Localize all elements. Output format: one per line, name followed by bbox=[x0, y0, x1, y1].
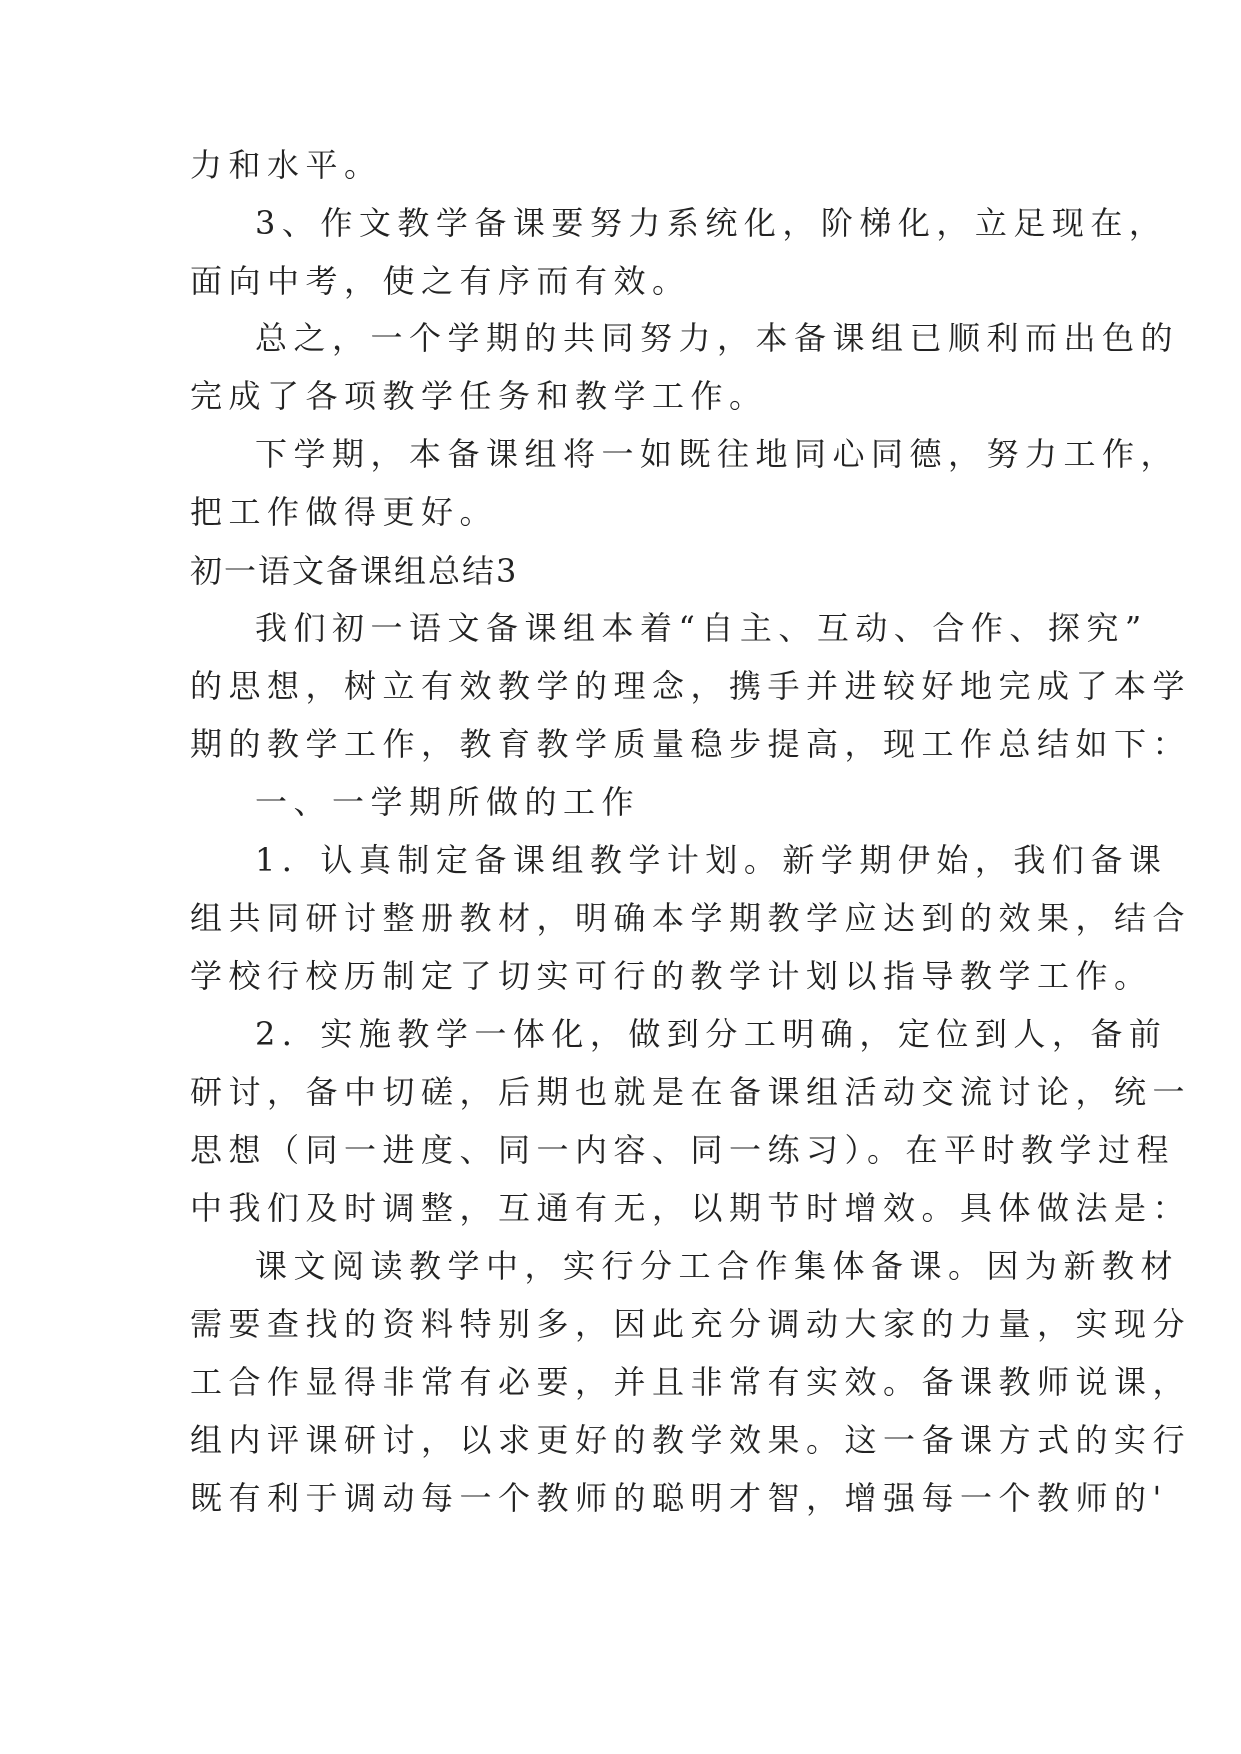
subheading-line: 一、一学期所做的工作 bbox=[255, 783, 641, 821]
paragraph-line: 课文阅读教学中，实行分工合作集体备课。因为新教材 bbox=[255, 1247, 1180, 1285]
text-line: 研讨，备中切磋，后期也就是在备课组活动交流讨论，统一 bbox=[190, 1073, 1192, 1111]
text-line: 思想（同一进度、同一内容、同一练习）。在平时教学过程 bbox=[190, 1131, 1176, 1169]
paragraph-line: 下学期，本备课组将一如既往地同心同德，努力工作， bbox=[255, 435, 1180, 473]
text-line: 学校行校历制定了切实可行的教学计划以指导教学工作。 bbox=[190, 957, 1153, 995]
paragraph-line: 1．认真制定备课组教学计划。新学期伊始，我们备课 bbox=[255, 841, 1168, 879]
text-line: 面向中考，使之有序而有效。 bbox=[190, 262, 691, 300]
paragraph-line: 我们初一语文备课组本着“自主、互动、合作、探究” bbox=[255, 609, 1148, 647]
text-line: 工合作显得非常有必要，并且非常有实效。备课教师说课， bbox=[190, 1363, 1192, 1401]
section-heading: 初一语文备课组总结3 bbox=[190, 552, 519, 590]
text-line: 力和水平。 bbox=[190, 146, 383, 184]
text-line: 组内评课研讨，以求更好的教学效果。这一备课方式的实行 bbox=[190, 1421, 1192, 1459]
paragraph-line: 总之，一个学期的共同努力，本备课组已顺利而出色的 bbox=[255, 319, 1180, 357]
text-line: 既有利于调动每一个教师的聪明才智，增强每一个教师的' bbox=[190, 1479, 1168, 1517]
text-line: 中我们及时调整，互通有无，以期节时增效。具体做法是： bbox=[190, 1189, 1192, 1227]
paragraph-line: 3、作文教学备课要努力系统化，阶梯化，立足现在， bbox=[255, 204, 1168, 242]
text-line: 把工作做得更好。 bbox=[190, 493, 499, 531]
text-line: 组共同研讨整册教材，明确本学期教学应达到的效果，结合 bbox=[190, 899, 1192, 937]
text-line: 期的教学工作，教育教学质量稳步提高，现工作总结如下： bbox=[190, 725, 1192, 763]
text-line: 需要查找的资料特别多，因此充分调动大家的力量，实现分 bbox=[190, 1305, 1192, 1343]
text-line: 完成了各项教学任务和教学工作。 bbox=[190, 377, 768, 415]
paragraph-line: 2．实施教学一体化，做到分工明确，定位到人，备前 bbox=[255, 1015, 1168, 1053]
text-line: 的思想，树立有效教学的理念，携手并进较好地完成了本学 bbox=[190, 667, 1192, 705]
